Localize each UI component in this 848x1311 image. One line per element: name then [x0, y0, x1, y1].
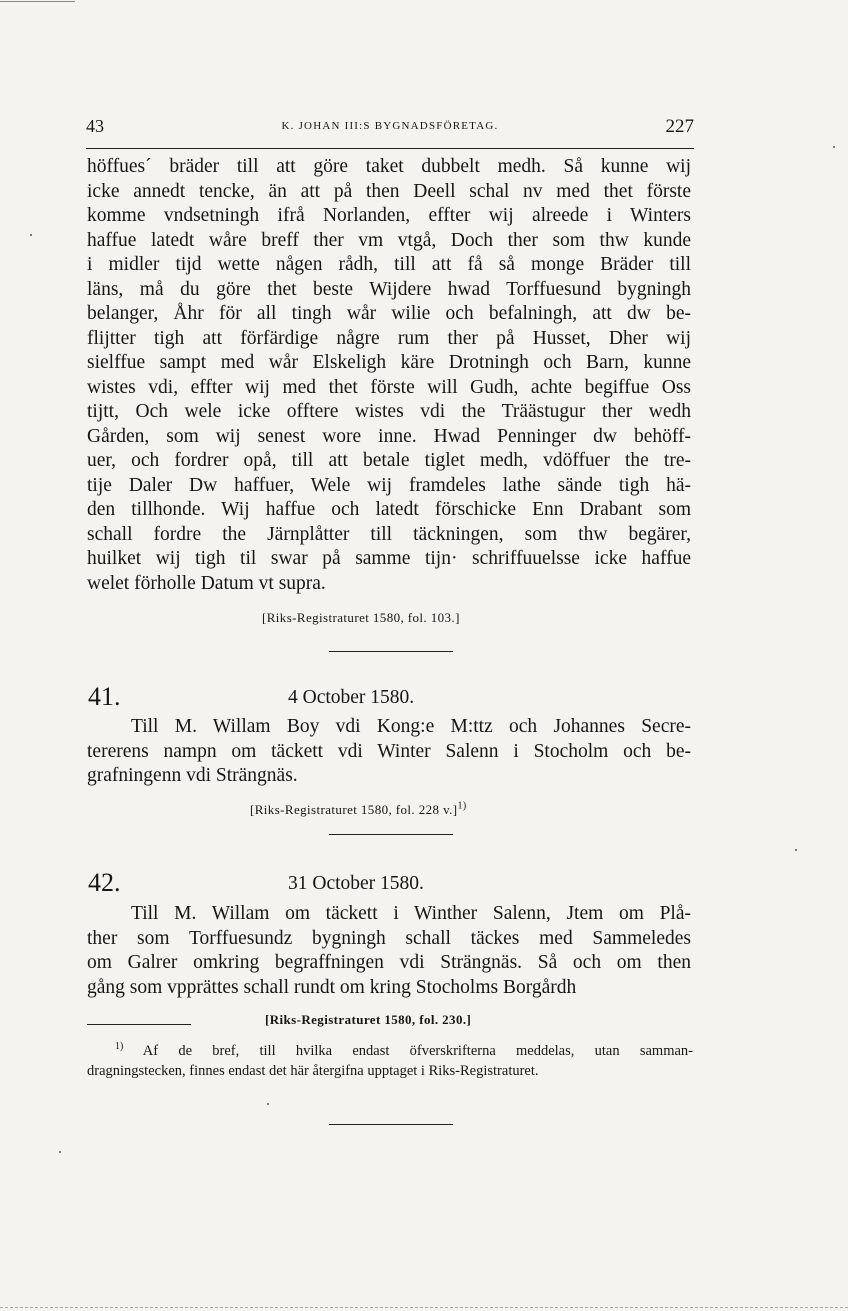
- letter-number-42: 42.: [88, 868, 121, 897]
- letter-41-text: [87, 715, 691, 789]
- text-line: höffues´ bräder till att göre taket dubbelt medh. Så kunne wij: [87, 156, 691, 177]
- text-line: Gården, som wij senest wore inne. Hwad Penninger dw behöff-: [87, 425, 691, 447]
- text-line: uer, och fordrer opå, till att betale tiglet medh, vdöffuer the tre-: [87, 450, 691, 471]
- footnote-marker: 1): [115, 1041, 124, 1053]
- text-line: om Galrer omkring begraffningen vdi Strängnäs. Så och om then: [87, 952, 691, 973]
- text-line: ther som Torffuesundz bygningh schall täckes med Sammeledes: [87, 927, 691, 949]
- scan-speck: [833, 146, 835, 148]
- section-divider: [329, 651, 453, 652]
- scan-edge-bottom: [0, 1307, 848, 1308]
- text-line: tijtt, Och wele icke offtere wistes vdi the Träästugur ther wedh: [87, 401, 691, 422]
- text-line: schall fordre the Järnplåtter till täckningen, som thw begärer,: [87, 523, 691, 545]
- letter-42-text: [87, 902, 691, 1000]
- text-line: den tillhonde. Wij haffue och latedt förschicke Enn Drabant som: [87, 499, 691, 520]
- footnote-rule: [87, 1024, 191, 1025]
- scan-speck: [30, 234, 32, 236]
- text-line: huilket wij tigh til swar på samme tijn· schriffuuelsse icke haffue: [87, 548, 691, 569]
- letter-number-41: 41.: [88, 682, 121, 711]
- text-line: tije Daler Dw haffuer, Wele wij framdeles lathe sände tigh hä-: [87, 474, 691, 496]
- text-line: welet förholle Datum vt supra.: [87, 572, 326, 594]
- scan-speck: [59, 1151, 61, 1153]
- citation-letter-41: [250, 802, 467, 818]
- page-header: [86, 116, 694, 142]
- text-line: flijtter tigh att förfärdige någre rum ther på Husset, Dher wij: [87, 327, 691, 349]
- letter-date-42: 31 October 1580.: [288, 873, 424, 894]
- footnote-line: [87, 1041, 693, 1061]
- text-line: läns, må du göre thet beste Wijdere hwad Torffuesund bygningh: [87, 278, 691, 300]
- text-line: Till M. Willam om täckett i Winther Salenn, Jtem om Plå-: [131, 903, 691, 924]
- text-line: sielffue sampt med wår Elskeligh käre Drotningh och Barn, kunne: [87, 352, 691, 373]
- text-line: belanger, Åhr för all tingh wår wilie och befalningh, att dw be-: [87, 303, 691, 324]
- text-line: i midler tijd wette någen rådh, till att få så monge Bräder till: [87, 254, 691, 275]
- citation-letter-40: [Riks-Registraturet 1580, fol. 103.]: [262, 610, 460, 625]
- scan-edge-rule: [0, 1, 75, 2]
- scan-speck: [795, 849, 797, 851]
- footnote-text: Af de bref, till hvilka endast öfverskrifterna meddelas, utan samman-: [142, 1043, 693, 1059]
- letter-date-41: 4 October 1580.: [288, 687, 415, 708]
- footnote: [87, 1041, 693, 1081]
- end-divider: [329, 1124, 453, 1125]
- text-line: grafningenn vdi Strängnäs.: [87, 765, 298, 786]
- scan-speck: [267, 1103, 269, 1105]
- text-line: wistes vdi, effter wij med thet förste will Gudh, achte begiffue Oss: [87, 376, 691, 398]
- footnote-reference: 1): [457, 800, 467, 812]
- section-divider: [329, 834, 453, 835]
- text-line: icke annedt tencke, än att på then Deell schal nv med thet förste: [87, 180, 691, 202]
- text-line: Till M. Willam Boy vdi Kong:e M:ttz och Johannes Secre-: [131, 716, 691, 737]
- text-line: haffue latedt wåre breff ther vm vtgå, Doch ther som thw kunde: [87, 229, 691, 251]
- citation-letter-42: [Riks-Registraturet 1580, fol. 230.]: [265, 1012, 472, 1027]
- citation-text: [Riks-Registraturet 1580, fol. 228 v.]: [250, 802, 458, 817]
- text-line: gång som vpprättes schall rundt om kring Stocholms Borgårdh: [87, 976, 577, 998]
- page-number-left: 43: [86, 116, 104, 136]
- text-line: tererens nampn om täckett vdi Winter Salenn i Stocholm och be-: [87, 740, 691, 762]
- text-line: komme vndsetningh ifrå Norlanden, effter wij alreede i Winters: [87, 205, 691, 226]
- header-rule: [86, 148, 694, 149]
- footnote-line: dragningstecken, finnes endast det här återgifna upptaget i Riks-Registraturet.: [87, 1063, 539, 1079]
- page-number-right: 227: [665, 116, 694, 137]
- letter-40-text: [87, 155, 691, 596]
- running-title: K. JOHAN III:S BYGNADSFÖRETAG.: [281, 120, 499, 132]
